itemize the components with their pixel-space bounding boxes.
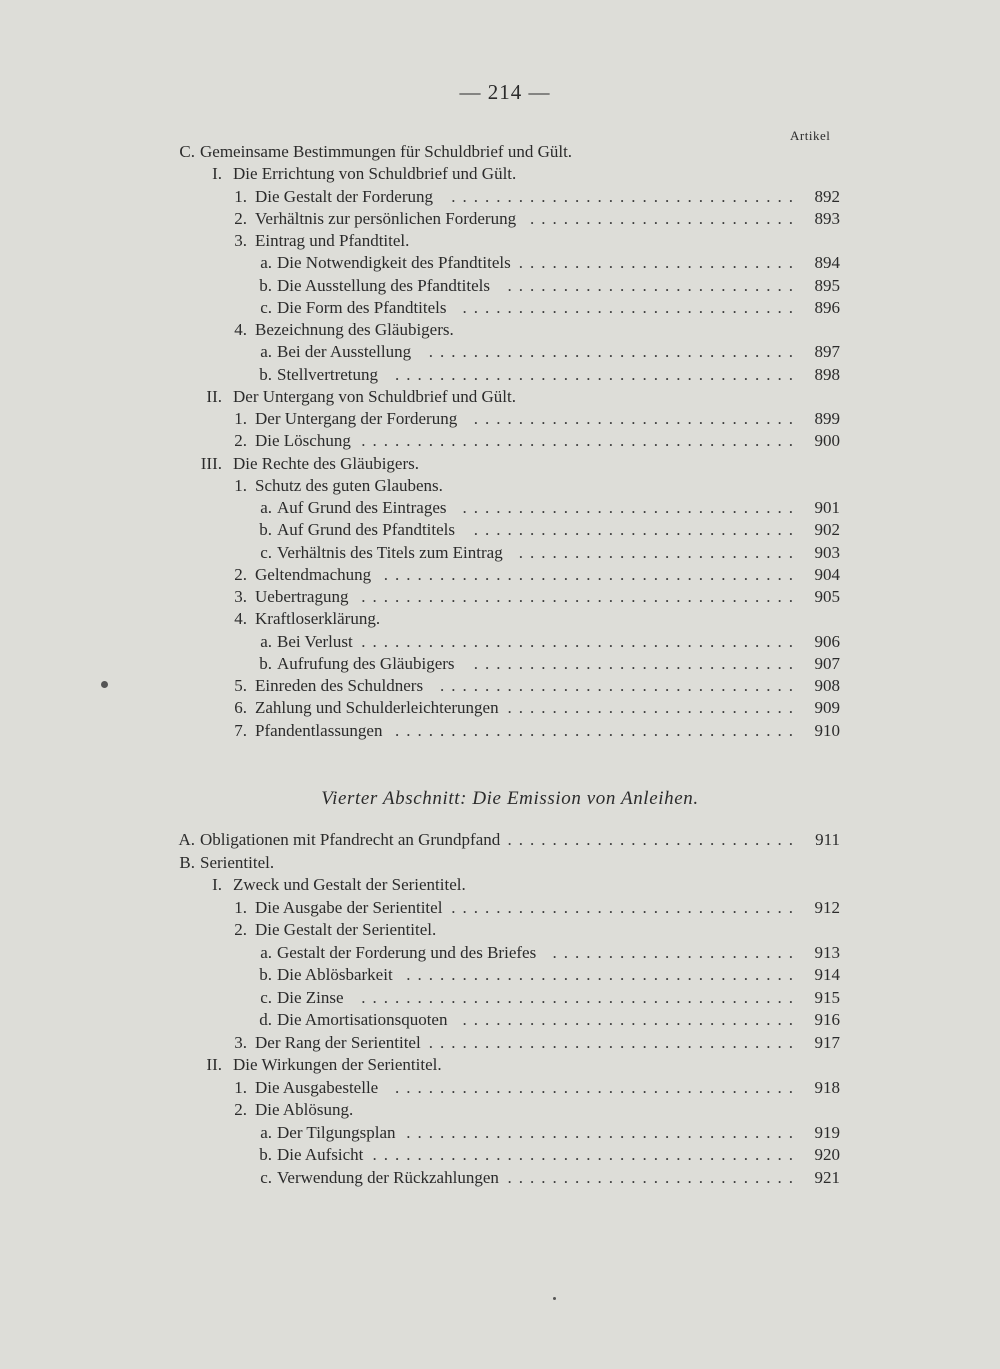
toc-entry [0, 1032, 1000, 1054]
toc-entry [0, 1144, 1000, 1166]
toc-entry-title: Bei der Ausstellung [277, 342, 412, 362]
toc-entry-number: b. [259, 653, 272, 673]
toc-entry-number: 4. [234, 609, 247, 629]
toc-entry-number: 3. [234, 1032, 247, 1052]
toc-entry-title: Die Ausgabe der Serientitel [255, 897, 443, 917]
toc-entry-number: 4. [234, 320, 247, 339]
toc-entry [0, 141, 1000, 163]
toc-entry-title: Die Aufsicht [277, 1145, 364, 1164]
toc-entry-article-number: 894 [814, 253, 840, 273]
toc-entry-number: a. [260, 631, 272, 651]
toc-entry [0, 319, 1000, 341]
toc-entry-title: Einreden des Schuldners [255, 676, 424, 695]
toc-entry-article-number: 903 [814, 542, 840, 562]
toc-entry-title: Kraftloserklärung. [255, 609, 381, 629]
toc-entry-number: a. [260, 1122, 272, 1142]
toc-entry-article-number: 904 [814, 564, 840, 584]
toc-entry-title: Die Gestalt der Serientitel. [255, 920, 437, 939]
leader-dots: ......................... [518, 542, 800, 562]
toc-entry-number: 2. [234, 920, 247, 939]
toc-entry-title: Gestalt der Forderung und des Briefes [277, 942, 537, 962]
toc-entry-article-number: 892 [814, 186, 840, 206]
toc-entry-title: Bei Verlust [277, 631, 353, 651]
toc-entry [0, 208, 1000, 230]
toc-entry-number: 2. [234, 431, 247, 451]
toc-entry [0, 942, 1000, 964]
toc-entry-title: Die Ausstellung des Pfandtitels [277, 275, 490, 295]
toc-entry-title: Uebertragung [255, 587, 349, 606]
toc-entry [0, 720, 1000, 742]
toc-entry-title: Pfandentlassungen [255, 720, 383, 740]
toc-entry-title: Geltendmachung [255, 564, 372, 584]
toc-entry-title: Verwendung der Rückzahlungen [277, 1167, 499, 1187]
toc-entry-article-number: 898 [814, 364, 840, 384]
toc-entry-number: B. [179, 852, 195, 872]
toc-entry-number: 7. [234, 720, 247, 740]
toc-entry-title: Aufrufung des Gläubigers [277, 653, 455, 673]
toc-entry-article-number: 906 [814, 631, 840, 651]
leader-dots: ....................................... [361, 431, 800, 451]
toc-entry [0, 163, 1000, 185]
toc-entry [0, 829, 1000, 851]
leader-dots: ....................................... [361, 631, 800, 651]
toc-entry [0, 1009, 1000, 1031]
toc-entry-article-number: 908 [814, 676, 840, 695]
toc-entry-article-number: 915 [814, 987, 840, 1007]
toc-entry [0, 964, 1000, 986]
toc-entry-title: Die Gestalt der Forderung [255, 186, 433, 206]
toc-entry [0, 608, 1000, 630]
toc-entry [0, 230, 1000, 252]
toc-entry-title: Serientitel. [200, 852, 275, 872]
toc-entry [0, 1077, 1000, 1099]
toc-entry [0, 1167, 1000, 1189]
leader-dots: ....................................... [361, 587, 800, 606]
toc-entry-number: 2. [234, 1100, 247, 1119]
toc-entry-number: II. [206, 1055, 222, 1074]
leader-dots: ............................. [473, 409, 800, 428]
toc-entry-title: Eintrag und Pfandtitel. [255, 231, 410, 250]
toc-entry-title: Die Ablösung. [255, 1100, 354, 1119]
toc-entry-number: b. [259, 965, 272, 984]
leader-dots: ................................... [406, 1122, 800, 1142]
toc-entry-number: a. [260, 342, 272, 362]
toc-entry-number: A. [178, 830, 195, 849]
leader-dots: .............................. [462, 498, 800, 517]
toc-entry-number: b. [259, 275, 272, 295]
toc-entry [0, 987, 1000, 1009]
leader-dots: .................................... [395, 364, 800, 384]
toc-entry-title: Schutz des guten Glaubens. [255, 475, 443, 495]
toc-entry-title: Zahlung und Schulderleichterungen [255, 698, 499, 718]
toc-entry [0, 275, 1000, 297]
leader-dots: ...................................... [372, 1145, 800, 1164]
toc-entry [0, 1099, 1000, 1121]
toc-entry-title: Der Untergang von Schuldbrief und Gült. [233, 386, 516, 406]
toc-entry-title: Gemeinsame Bestimmungen für Schuldbrief und Gült. [200, 142, 573, 161]
toc-entry-number: c. [260, 542, 272, 562]
toc-entry-article-number: 910 [814, 720, 840, 740]
toc-entry-title: Zweck und Gestalt der Serientitel. [233, 875, 466, 894]
toc-entry-article-number: 921 [814, 1167, 840, 1187]
toc-entry-article-number: 912 [814, 897, 840, 917]
toc-entry-number: c. [260, 297, 272, 317]
toc-entry-article-number: 901 [814, 498, 840, 517]
leader-dots: .............................. [462, 297, 800, 317]
toc-entry [0, 1054, 1000, 1076]
toc-entry-title: Die Ablösbarkeit [277, 965, 393, 984]
toc-entry [0, 364, 1000, 386]
toc-entry-title: Verhältnis zur persönlichen Forderung [255, 208, 517, 228]
leader-dots: ......................... [518, 253, 800, 273]
toc-entry-number: 1. [234, 186, 247, 206]
toc-entry-title: Stellvertretung [277, 364, 379, 384]
leader-dots: ........................ [530, 208, 800, 228]
toc-entry-number: 6. [234, 698, 247, 718]
toc-entry-article-number: 913 [814, 942, 840, 962]
toc-entry-number: 1. [234, 475, 247, 495]
toc-entry-number: I. [212, 875, 222, 894]
toc-entry [0, 519, 1000, 541]
toc-entry-number: a. [260, 498, 272, 517]
toc-entry-article-number: 899 [814, 409, 840, 428]
toc-entry-article-number: 905 [814, 587, 840, 606]
toc-entry-title: Die Zinse [277, 987, 344, 1007]
toc-entry-number: C. [179, 142, 195, 161]
toc-entry-number: c. [260, 1167, 272, 1187]
leader-dots: ............................. [473, 520, 800, 540]
toc-entry-title: Die Errichtung von Schuldbrief und Gült. [233, 164, 517, 184]
toc-entry-number: 1. [234, 1077, 247, 1097]
leader-dots: ...................... [552, 942, 800, 962]
toc-entry [0, 653, 1000, 675]
toc-entry [0, 497, 1000, 519]
leader-dots: .......................... [507, 830, 800, 849]
toc-entry-article-number: 914 [814, 965, 840, 984]
toc-entry-title: Die Form des Pfandtitels [277, 297, 447, 317]
toc-entry [0, 542, 1000, 564]
toc-entry-number: a. [260, 253, 272, 273]
toc-entry [0, 430, 1000, 452]
toc-entry-title: Bezeichnung des Gläubigers. [255, 320, 454, 339]
toc-entry [0, 874, 1000, 896]
toc-entry-article-number: 917 [814, 1032, 840, 1052]
toc-entry-article-number: 902 [814, 520, 840, 540]
toc-entry [0, 919, 1000, 941]
section-heading: Vierter Abschnitt: Die Emission von Anleihen. [321, 788, 699, 809]
leader-dots: ............................... [451, 186, 800, 206]
toc-entry-article-number: 916 [814, 1010, 840, 1029]
toc-entry [0, 586, 1000, 608]
leader-dots: ................................ [440, 676, 800, 695]
toc-entry [0, 697, 1000, 719]
toc-entry-title: Die Amortisationsquoten [277, 1010, 448, 1029]
toc-entry [0, 297, 1000, 319]
leader-dots: ................................. [428, 342, 800, 362]
toc-entry-article-number: 893 [814, 208, 840, 228]
toc-entry [0, 1122, 1000, 1144]
toc-entry-title: Die Ausgabestelle [255, 1077, 379, 1097]
toc-entry-title: Die Wirkungen der Serientitel. [233, 1055, 442, 1074]
toc-entry-article-number: 920 [814, 1145, 840, 1164]
toc-entry-title: Auf Grund des Eintrages [277, 498, 447, 517]
toc-entry-title: Der Rang der Serientitel [255, 1032, 421, 1052]
toc-entry [0, 475, 1000, 497]
toc-entry [0, 897, 1000, 919]
toc-entry-title: Der Untergang der Forderung [255, 409, 458, 428]
toc-entry-number: c. [260, 987, 272, 1007]
leader-dots: ............................. [473, 653, 800, 673]
toc-entry-title: Die Notwendigkeit des Pfandtitels [277, 253, 511, 273]
toc-entry-number: a. [260, 942, 272, 962]
toc-entry [0, 675, 1000, 697]
toc-entry [0, 341, 1000, 363]
toc-entry-number: d. [259, 1010, 272, 1029]
toc-entry [0, 186, 1000, 208]
toc-entry-article-number: 918 [814, 1077, 840, 1097]
print-speck [101, 681, 108, 688]
leader-dots: ................................. [428, 1032, 800, 1052]
toc-entry-number: II. [206, 386, 222, 406]
toc-entry-article-number: 909 [814, 698, 840, 718]
toc-entry-title: Obligationen mit Pfandrecht an Grundpfand [200, 830, 501, 849]
toc-entry-title: Verhältnis des Titels zum Eintrag [277, 542, 503, 562]
toc-entry-number: b. [259, 364, 272, 384]
leader-dots: ..................................... [383, 564, 800, 584]
leader-dots: ....................................... [361, 987, 800, 1007]
toc-entry-number: III. [200, 453, 222, 473]
print-speck [553, 1297, 556, 1300]
leader-dots: .......................... [507, 1167, 800, 1187]
toc-entry-number: b. [259, 520, 272, 540]
toc-entry-number: 2. [234, 564, 247, 584]
toc-entry-number: 1. [234, 409, 247, 428]
leader-dots: .......................... [507, 275, 800, 295]
toc-entry [0, 852, 1000, 874]
toc-entry-article-number: 911 [815, 830, 840, 849]
toc-entry-article-number: 895 [814, 275, 840, 295]
toc-entry-article-number: 897 [814, 342, 840, 362]
leader-dots: .................................... [395, 720, 800, 740]
toc-entry-title: Die Löschung [255, 431, 351, 451]
toc-entry [0, 453, 1000, 475]
toc-entry [0, 386, 1000, 408]
toc-entry-number: 3. [234, 231, 247, 250]
toc-entry-title: Die Rechte des Gläubigers. [233, 453, 419, 473]
leader-dots: .......................... [507, 698, 800, 718]
toc-entry-article-number: 919 [814, 1122, 840, 1142]
toc-entry-title: Auf Grund des Pfandtitels [277, 520, 456, 540]
toc-entry [0, 564, 1000, 586]
toc-entry-number: I. [212, 164, 222, 184]
toc-entry-number: 3. [234, 587, 247, 606]
toc-entry-title: Der Tilgungsplan [277, 1122, 396, 1142]
toc-entry [0, 631, 1000, 653]
article-column-header: Artikel [790, 128, 831, 143]
toc-entry [0, 408, 1000, 430]
toc-entry-number: 2. [234, 208, 247, 228]
leader-dots: ................................... [406, 965, 800, 984]
leader-dots: .............................. [462, 1010, 800, 1029]
toc-entry-number: b. [259, 1145, 272, 1164]
leader-dots: ............................... [451, 897, 800, 917]
page-number: — 214 — [459, 80, 551, 104]
toc-entry-article-number: 907 [814, 653, 840, 673]
toc-entry-article-number: 900 [814, 431, 840, 451]
toc-entry-number: 5. [234, 676, 247, 695]
toc-entry-number: 1. [234, 897, 247, 917]
toc-entry-article-number: 896 [814, 297, 840, 317]
leader-dots: .................................... [395, 1077, 800, 1097]
toc-entry [0, 252, 1000, 274]
